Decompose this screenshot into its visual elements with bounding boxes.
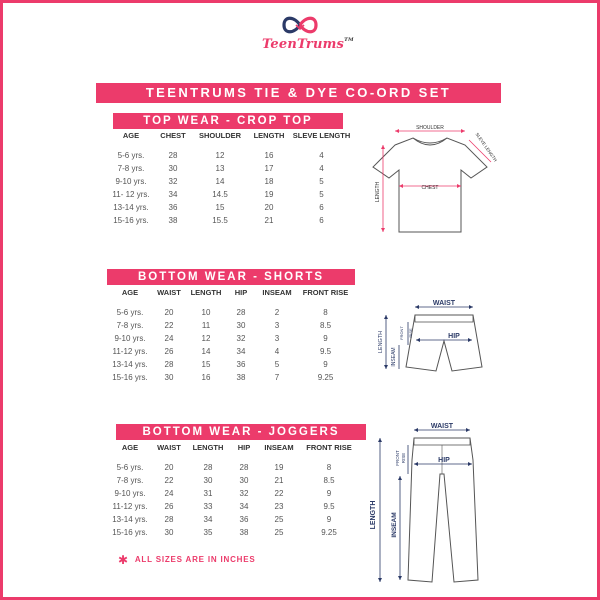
brand-logo xyxy=(262,14,354,66)
asterisk-icon: ✱ xyxy=(118,553,129,567)
age-cell: 13-14 yrs. xyxy=(112,360,148,369)
joggers-size-table xyxy=(108,441,358,539)
size-cell: 34 xyxy=(168,190,178,199)
column-header: AGE xyxy=(121,288,139,297)
size-cell: 11 xyxy=(201,321,211,330)
size-cell: 15 xyxy=(201,360,211,369)
length-label: LENGTH xyxy=(378,330,384,354)
size-cell: 30 xyxy=(168,164,178,173)
column-header: INSEAM xyxy=(264,443,294,452)
top-wear-size-table xyxy=(108,129,353,227)
age-cell: 13-14 yrs. xyxy=(113,203,149,212)
size-cell: 23 xyxy=(274,502,284,511)
table-row xyxy=(108,306,353,319)
size-cell: 30 xyxy=(164,528,174,537)
age-cell: 15-16 yrs. xyxy=(113,216,149,225)
size-cell: 30 xyxy=(164,373,174,382)
size-cell: 4 xyxy=(319,164,324,173)
table-row xyxy=(108,526,358,539)
front-rise-label: FRONT xyxy=(395,450,400,466)
size-cell: 36 xyxy=(236,360,246,369)
size-cell: 14 xyxy=(201,347,211,356)
age-cell: 13-14 yrs. xyxy=(112,515,148,524)
table-row xyxy=(108,201,353,214)
age-cell: 9-10 yrs. xyxy=(115,177,147,186)
column-header: LENGTH xyxy=(253,131,285,140)
table-row xyxy=(108,319,353,332)
size-cell: 31 xyxy=(203,489,213,498)
column-header: WAIST xyxy=(157,288,181,297)
size-cell: 8 xyxy=(326,463,332,472)
age-cell: 5-6 yrs. xyxy=(116,308,144,317)
size-cell: 15.5 xyxy=(212,216,228,225)
length-label: LENGTH xyxy=(370,500,377,530)
table-row xyxy=(108,162,353,175)
age-cell: 5-6 yrs. xyxy=(116,463,144,472)
shorts-diagram xyxy=(370,297,495,377)
table-row xyxy=(108,461,358,474)
column-header: SHOULDER xyxy=(198,131,242,140)
size-cell: 9 xyxy=(323,360,328,369)
table-row xyxy=(108,358,353,371)
size-cell: 7 xyxy=(274,373,280,382)
age-cell: 9-10 yrs. xyxy=(114,334,146,343)
column-header: INSEAM xyxy=(262,288,292,297)
size-cell: 28 xyxy=(168,151,178,160)
size-cell: 5 xyxy=(319,177,324,186)
size-cell: 3 xyxy=(274,334,280,343)
hip-label: HIP xyxy=(438,457,450,464)
table-row xyxy=(108,149,353,162)
size-cell: 20 xyxy=(164,463,174,472)
inseam-label: INSEAM xyxy=(391,347,397,367)
waist-label: WAIST xyxy=(430,423,454,430)
size-cell: 14 xyxy=(215,177,225,186)
size-cell: 26 xyxy=(164,347,174,356)
column-header: AGE xyxy=(121,443,139,452)
size-cell: 25 xyxy=(274,528,284,537)
table-row xyxy=(108,371,353,384)
top-wear-heading: TOP WEAR - CROP TOP xyxy=(113,113,343,129)
size-cell: 38 xyxy=(236,373,246,382)
table-row xyxy=(108,332,353,345)
size-cell: 9 xyxy=(323,334,328,343)
size-cell: 5 xyxy=(319,190,324,199)
size-cell: 6 xyxy=(319,216,324,225)
column-header: FRONT RISE xyxy=(306,443,352,452)
column-header: SLEVE LENGTH xyxy=(292,131,351,140)
size-cell: 21 xyxy=(264,216,274,225)
size-cell: 12 xyxy=(201,334,211,343)
size-cell: 9 xyxy=(326,489,332,498)
shorts-size-table xyxy=(108,286,353,384)
size-cell: 9.5 xyxy=(319,347,332,356)
column-header: HIP xyxy=(234,288,248,297)
sleeve-length-label: SLEVE LENGTH xyxy=(474,131,499,163)
size-cell: 2 xyxy=(274,308,280,317)
size-cell: 38 xyxy=(168,216,178,225)
size-cell: 35 xyxy=(203,528,213,537)
size-cell: 34 xyxy=(239,502,249,511)
table-row xyxy=(108,487,358,500)
brand-wordmark: TeenTrums™ xyxy=(262,37,354,52)
size-cell: 24 xyxy=(164,489,174,498)
size-cell: 26 xyxy=(164,502,174,511)
size-cell: 14.5 xyxy=(212,190,228,199)
table-row xyxy=(108,214,353,227)
size-cell: 21 xyxy=(274,476,284,485)
size-cell: 36 xyxy=(239,515,249,524)
joggers-heading: BOTTOM WEAR - JOGGERS xyxy=(116,424,366,440)
size-cell: 8.5 xyxy=(323,476,335,485)
table-row xyxy=(108,175,353,188)
shoulder-label: SHOULDER xyxy=(416,125,444,131)
size-cell: 28 xyxy=(203,463,213,472)
front-rise-label: FRONT xyxy=(399,326,404,340)
size-cell: 12 xyxy=(215,151,225,160)
inseam-label: INSEAM xyxy=(391,512,398,538)
size-cell: 17 xyxy=(264,164,274,173)
size-cell: 15 xyxy=(215,203,225,212)
size-cell: 32 xyxy=(236,334,246,343)
size-cell: 30 xyxy=(236,321,246,330)
age-cell: 7-8 yrs. xyxy=(116,476,144,485)
size-cell: 30 xyxy=(239,476,249,485)
column-header: WAIST xyxy=(157,443,181,452)
infinity-logo-icon xyxy=(280,14,320,36)
size-cell: 22 xyxy=(274,489,284,498)
joggers-diagram xyxy=(362,420,497,592)
size-cell: 30 xyxy=(203,476,213,485)
age-cell: 11- 12 yrs. xyxy=(112,190,150,199)
size-cell: 16 xyxy=(201,373,211,382)
size-cell: 18 xyxy=(264,177,274,186)
age-cell: 11-12 yrs. xyxy=(112,502,148,511)
size-cell: 8 xyxy=(323,308,328,317)
column-header: LENGTH xyxy=(192,443,224,452)
column-header: HIP xyxy=(237,443,251,452)
size-cell: 34 xyxy=(203,515,213,524)
front-rise-label-2: RISE xyxy=(401,452,406,464)
size-cell: 5 xyxy=(274,360,280,369)
table-row xyxy=(108,513,358,526)
size-cell: 32 xyxy=(168,177,178,186)
size-cell: 28 xyxy=(164,360,174,369)
size-cell: 10 xyxy=(201,308,211,317)
size-cell: 13 xyxy=(215,164,225,173)
column-header: CHEST xyxy=(160,131,186,140)
table-row xyxy=(108,474,358,487)
age-cell: 5-6 yrs. xyxy=(117,151,145,160)
hip-label: HIP xyxy=(448,333,460,340)
front-rise-label-2: RISE xyxy=(408,328,413,338)
size-cell: 22 xyxy=(164,321,174,330)
size-cell: 36 xyxy=(168,203,178,212)
size-cell: 16 xyxy=(264,151,274,160)
size-cell: 28 xyxy=(236,308,246,317)
sizes-note: ✱ ALL SIZES ARE IN INCHES xyxy=(118,553,256,567)
size-cell: 20 xyxy=(264,203,274,212)
size-cell: 3 xyxy=(274,321,280,330)
age-cell: 9-10 yrs. xyxy=(114,489,146,498)
size-cell: 22 xyxy=(164,476,174,485)
waist-label: WAIST xyxy=(432,300,456,307)
size-cell: 6 xyxy=(319,203,324,212)
shorts-heading: BOTTOM WEAR - SHORTS xyxy=(107,269,355,285)
age-cell: 15-16 yrs. xyxy=(112,373,148,382)
age-cell: 15-16 yrs. xyxy=(112,528,148,537)
size-cell: 9.5 xyxy=(323,502,335,511)
size-cell: 19 xyxy=(274,463,284,472)
size-cell: 9 xyxy=(326,515,332,524)
size-cell: 32 xyxy=(239,489,249,498)
size-cell: 4 xyxy=(274,347,280,356)
column-header: AGE xyxy=(122,131,140,140)
page-title: TEENTRUMS TIE & DYE CO-ORD SET xyxy=(96,83,501,103)
size-cell: 20 xyxy=(164,308,174,317)
size-cell: 38 xyxy=(239,528,249,537)
table-row xyxy=(108,188,353,201)
size-cell: 25 xyxy=(274,515,284,524)
size-cell: 24 xyxy=(164,334,174,343)
size-cell: 33 xyxy=(203,502,213,511)
age-cell: 11-12 yrs. xyxy=(112,347,148,356)
size-cell: 28 xyxy=(239,463,249,472)
crop-top-diagram xyxy=(365,122,505,242)
size-cell: 19 xyxy=(264,190,274,199)
length-label: LENGTH xyxy=(375,181,381,203)
chest-label: CHEST xyxy=(421,185,439,191)
age-cell: 7-8 yrs. xyxy=(117,164,145,173)
size-cell: 28 xyxy=(164,515,174,524)
size-cell: 4 xyxy=(319,151,324,160)
size-cell: 8.5 xyxy=(319,321,332,330)
age-cell: 7-8 yrs. xyxy=(116,321,144,330)
table-row xyxy=(108,345,353,358)
size-cell: 9.25 xyxy=(317,373,334,382)
table-row xyxy=(108,500,358,513)
column-header: FRONT RISE xyxy=(302,288,349,297)
size-cell: 9.25 xyxy=(321,528,337,537)
column-header: LENGTH xyxy=(190,288,222,297)
size-cell: 34 xyxy=(236,347,246,356)
